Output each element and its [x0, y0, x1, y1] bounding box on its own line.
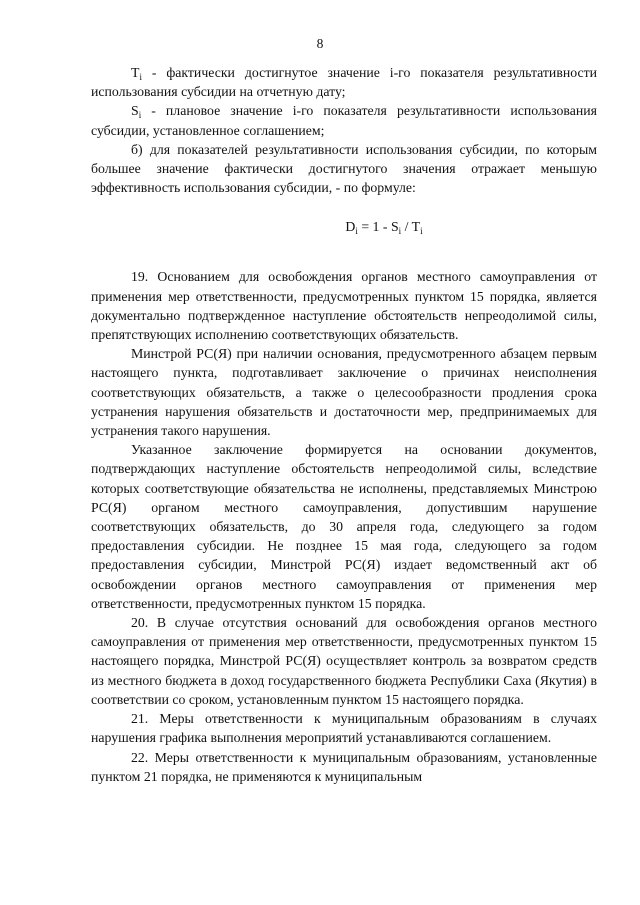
- formula-s-sub: i: [398, 226, 402, 237]
- formula-t: T: [411, 219, 421, 235]
- paragraph-22: 22. Меры ответственности к муниципальным образованиям, установленные пунктом 21 порядка, не применяются к муниципальным: [91, 749, 597, 784]
- t-symbol: T: [131, 65, 140, 80]
- formula-t-sub: i: [420, 226, 423, 237]
- t-definition: - фактически достигнутое значение i-го показателя результативности использования субсидии на отчетную дату;: [91, 65, 597, 100]
- formula: [91, 217, 597, 236]
- formula-div: /: [401, 219, 412, 235]
- item-b: б) для показателей результативности использования субсидии, по которым большее значение фактически достигнутого значения отражает меньшую эффективность использования субсидии, - по формуле:: [91, 141, 597, 196]
- paragraph-19: 19. Основанием для освобождения органов местного самоуправления от применения мер ответственности, предусмотренных пунктом 15 порядка, является документально подтвержденное наступление обстоятельств непреодолимой силы, препятствующих исполнению соответствующих обязательств.: [91, 269, 597, 343]
- formula-s: S: [390, 219, 399, 235]
- page-number: 8: [316, 36, 324, 51]
- s-subscript: i: [138, 110, 142, 121]
- formula-lhs-sub: i: [355, 226, 358, 237]
- paragraph-minstroy: Минстрой РС(Я) при наличии основания, предусмотренного абзацем первым настоящего пункта, подготавливает заключение о причинах неисполнения соответствующих обязательств, а также о целесообразности продления срока устранения нарушения обязательств и достаточности мер, предпринимаемых для устранения такого нарушения.: [91, 346, 597, 439]
- document-body: [91, 63, 597, 786]
- paragraph-conclusion: Указанное заключение формируется на основании документов, подтверждающих наступление обстоятельств непреодолимой силы, вследствие которых соответствующие обязательства не исполнены, представляемых Минстрою РС(Я) органом местного самоуправления, допустившим нарушение соответствующих обязательств, до 30 апреля года, следующего за годом предоставления субсидии. Не позднее 15 мая года, следующего за годом предоставления субсидии, Минстрой РС(Я) издает ведомственный акт об освобождении органов местного самоуправления от применения мер ответственности, предусмотренных пунктом 15 порядка.: [91, 442, 597, 611]
- t-subscript: i: [139, 72, 142, 82]
- s-symbol: S: [131, 103, 139, 119]
- definition-t: [91, 63, 597, 101]
- formula-lhs: D: [345, 219, 356, 235]
- paragraph-21: 21. Меры ответственности к муниципальным образованиям в случаях нарушения графика выполнения мероприятий устанавливаются соглашением.: [91, 711, 597, 746]
- definition-s: [91, 101, 597, 139]
- formula-eq: = 1 -: [357, 219, 391, 235]
- s-definition: - плановое значение i-го показателя результативности использования субсидии, установленное соглашением;: [91, 103, 597, 138]
- paragraph-20: 20. В случае отсутствия оснований для освобождения органов местного самоуправления от применения мер ответственности, предусмотренных пунктом 15 настоящего порядка, Минстрой РС(Я) осуществляет контроль за возвратом средств из местного бюджета в доход государственного бюджета Республики Саха (Якутия) в соответствии со сроком, установленным пунктом 15 настоящего порядка.: [91, 615, 597, 707]
